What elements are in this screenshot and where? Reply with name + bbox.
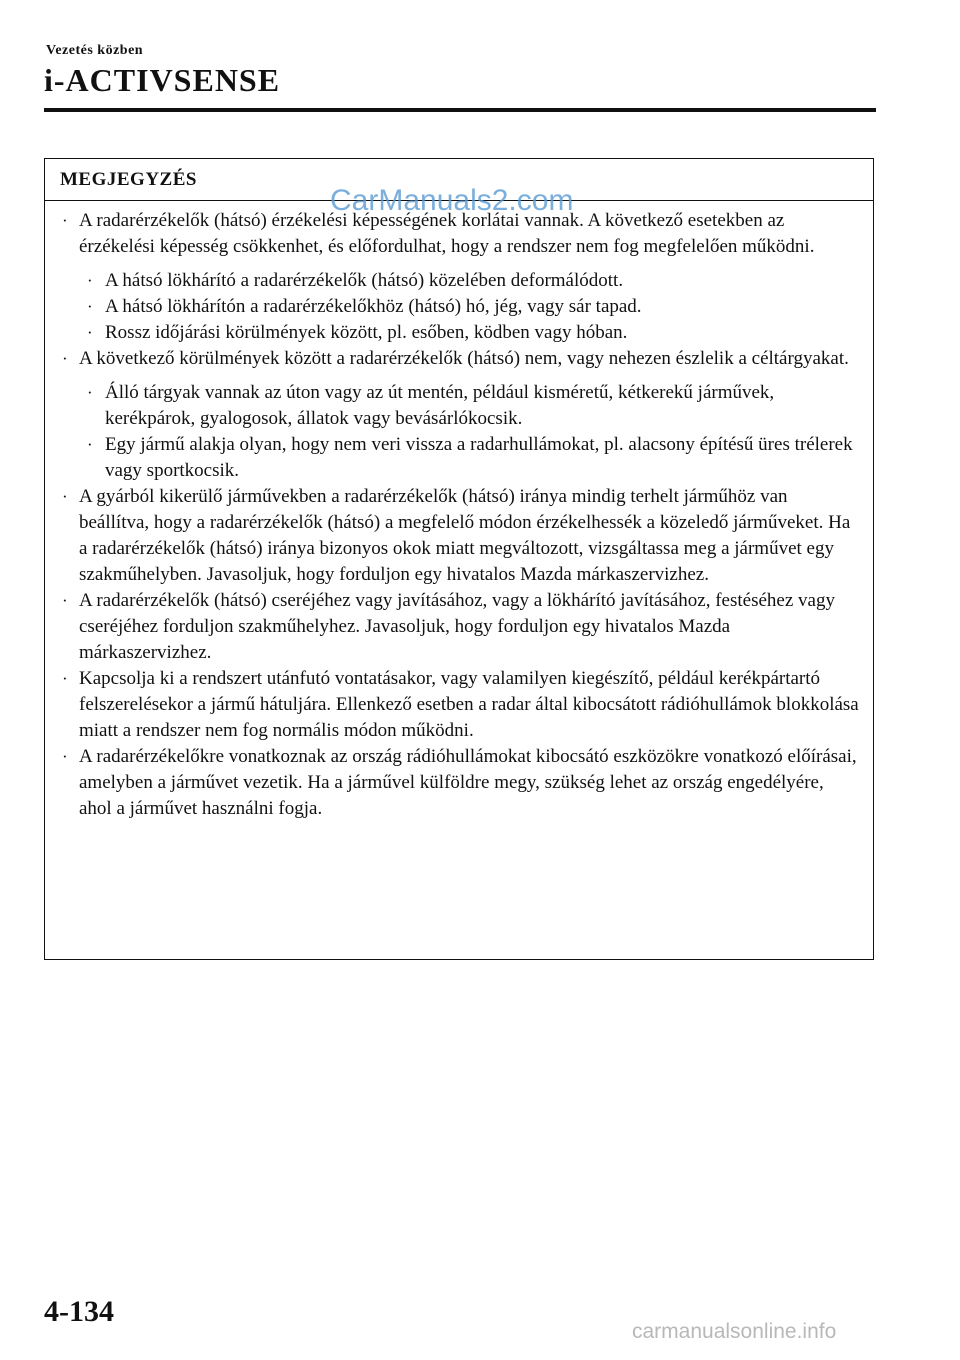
bullet-icon: · [87,297,93,316]
note-subitem-text: A hátsó lökhárító a radarérzékelők (hátsó) közelében deformálódott. [105,270,624,291]
bullet-icon: · [87,435,93,454]
bullet-icon: · [62,669,68,688]
watermark-carmanuals2: CarManuals2.com [330,184,574,217]
note-item-text: A radarérzékelők (hátsó) cseréjéhez vagy javításához, vagy a lökhárító javításához, festéséhez vagy cseréjéhez forduljon szakműhelyhez. Javasoljuk, hogy forduljon egy hivatalos Mazda márkaszervizhez. [79,590,835,663]
bullet-icon: · [87,271,93,290]
note-box [44,158,874,960]
note-subitem-text: Álló tárgyak vannak az úton vagy az út mentén, például kisméretű, kétkerekű járművek, kerékpárok, gyalogosok, állatok vagy bevásárlókocsik. [105,382,775,429]
note-item [57,588,861,666]
note-subitem [87,268,861,294]
chapter-title: i-ACTIVSENSE [44,62,281,98]
note-item-text: A radarérzékelőkre vonatkoznak az ország rádióhullámokat kibocsátó eszközökre vonatkozó előírásai, amelyben a járművet vezetik. Ha a járművel külföldre megy, szükség lehet az ország engedélyére, ahol a járművet használni fogja. [79,746,857,819]
watermark-carmanualsonline: carmanualsonline.info [632,1320,837,1343]
note-item [57,484,861,588]
note-subitem-text: Rossz időjárási körülmények között, pl. esőben, ködben vagy hóban. [105,322,628,343]
note-body [45,201,873,822]
bullet-icon: · [87,323,93,342]
bullet-icon: · [62,349,68,368]
note-item [57,744,861,822]
bullet-icon: · [62,211,68,230]
bullet-icon: · [62,591,68,610]
bullet-icon: · [62,487,68,506]
note-subitem-text: A hátsó lökhárítón a radarérzékelőkhöz (hátsó) hó, jég, vagy sár tapad. [105,296,642,317]
note-item [57,666,861,744]
note-item-text: Kapcsolja ki a rendszert utánfutó vontatásakor, vagy valamilyen kiegészítő, például kerékpártartó felszerelésekor a jármű hátuljára. Ellenkező esetben a radar által kibocsátott rádióhullámok blokkolása miatt a rendszer nem fog normális módon működni. [79,668,859,741]
note-item-text: A következő körülmények között a radarérzékelők (hátsó) nem, vagy nehezen észlelik a céltárgyakat. [79,348,849,369]
note-subitem [87,380,861,432]
note-item [57,208,861,346]
bullet-icon: · [87,383,93,402]
note-title: MEGJEGYZÉS [45,159,873,201]
header-rule [44,108,876,112]
note-subitem [87,320,861,346]
note-item [57,346,861,484]
note-subitem-text: Egy jármű alakja olyan, hogy nem veri vissza a radarhullámokat, pl. alacsony építésű üres trélerek vagy sportkocsik. [105,434,853,481]
note-sublist [79,380,861,484]
note-item-text: A gyárból kikerülő járművekben a radarérzékelők (hátsó) iránya mindig terhelt járműhöz van beállítva, hogy a radarérzékelők (hátsó) a megfelelő módon érzékelhessék a közeledő járműveket. Ha a radarérzékelők (hátsó) iránya bizonyos okok miatt megváltozott, vizsgáltassa meg a járművet egy szakműhelyben. Javasoljuk, hogy forduljon egy hivatalos Mazda márkaszervizhez. [79,486,851,585]
note-subitem [87,432,861,484]
section-label: Vezetés közben [46,43,144,58]
note-item-text: A radarérzékelők (hátsó) érzékelési képességének korlátai vannak. A következő esetekben az érzékelési képesség csökkenhet, és előfordulhat, hogy a rendszer nem fog megfelelően működni. [79,210,815,257]
note-sublist [79,268,861,346]
bullet-icon: · [62,747,68,766]
note-subitem [87,294,861,320]
page-number: 4-134 [44,1295,114,1328]
